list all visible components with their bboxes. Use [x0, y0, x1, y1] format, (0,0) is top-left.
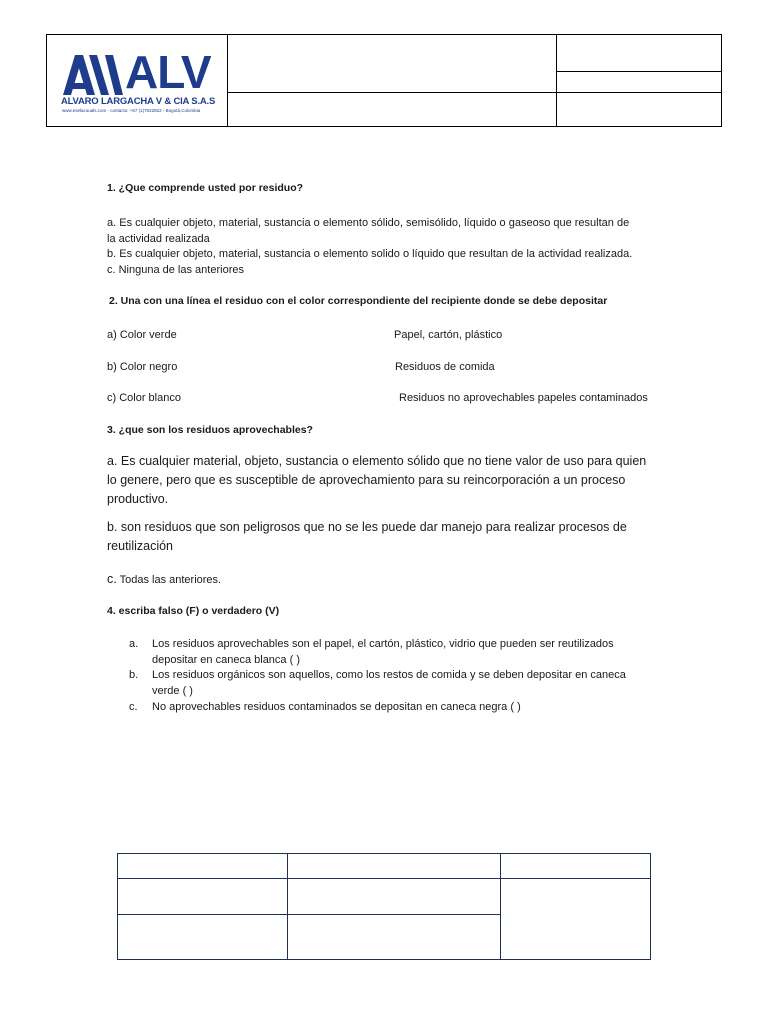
q3-option-c-letter: c. — [107, 572, 117, 586]
q2-left-b: b) Color negro — [107, 361, 178, 373]
q3-option-a-cont: lo genere, pero que es susceptible de aprovechamiento para su reincorporación a un proceso — [107, 473, 626, 487]
question-4: 4. escriba falso (F) o verdadero (V) — [107, 605, 280, 617]
header-divider — [227, 35, 228, 126]
q4-item-letter: b. — [129, 669, 139, 681]
q1-option-a-cont: la actividad realizada — [107, 233, 210, 245]
q1-option-a: a. Es cualquier objeto, material, sustancia o elemento sólido, semisólido, líquido o gaseoso que resultan de — [107, 217, 630, 229]
q1-option-c: c. Ninguna de las anteriores — [107, 264, 244, 276]
q2-left-a: a) Color verde — [107, 329, 177, 341]
header-divider — [556, 35, 557, 126]
footer-divider — [118, 878, 650, 879]
company-name: ALVARO LARGACHA V & CIA S.A.S — [61, 96, 216, 107]
header-divider — [556, 71, 721, 72]
q3-option-a-cont: productivo. — [107, 492, 169, 506]
q3-option-a: a. Es cualquier material, objeto, sustancia o elemento sólido que no tiene valor de uso para quien — [107, 454, 647, 468]
q3-option-b-cont: reutilización — [107, 539, 174, 553]
q4-item-b-cont: verde ( ) — [152, 685, 193, 697]
header-table — [46, 34, 722, 127]
q2-right-2: Residuos de comida — [395, 361, 495, 373]
q3-option-c — [107, 571, 221, 588]
header-divider — [227, 92, 721, 93]
footer-divider — [500, 854, 501, 959]
q4-item-b: Los residuos orgánicos son aquellos, como los restos de comida y se deben depositar en caneca — [152, 669, 626, 681]
q2-left-c: c) Color blanco — [107, 392, 181, 404]
q4-item-letter: c. — [129, 701, 138, 713]
question-1: 1. ¿Que comprende usted por residuo? — [107, 182, 304, 194]
q2-right-3: Residuos no aprovechables papeles contaminados — [399, 392, 648, 404]
q3-option-c-text: Todas las anteriores. — [116, 574, 222, 586]
logo-mark-icon — [61, 51, 125, 99]
logo-word: ALV — [125, 46, 211, 98]
q2-right-1: Papel, cartón, plástico — [394, 329, 503, 341]
q1-option-b: b. Es cualquier objeto, material, sustancia o elemento solido o líquido que resultan de la actividad realizada. — [107, 248, 633, 260]
footer-table — [117, 853, 651, 960]
q4-item-a: Los residuos aprovechables son el papel, el cartón, plástico, vidrio que pueden ser reutilizados — [152, 638, 614, 650]
question-2: 2. Una con una línea el residuo con el color correspondiente del recipiente donde se debe depositar — [109, 295, 608, 307]
footer-divider — [287, 854, 288, 959]
company-logo — [61, 47, 217, 117]
question-3: 3. ¿que son los residuos aprovechables? — [107, 424, 313, 436]
q4-item-letter: a. — [129, 638, 139, 650]
q4-item-c: No aprovechables residuos contaminados se depositan en caneca negra ( ) — [152, 701, 521, 713]
company-contact: www.eselacouals.com - contacto: +57 (1)7022822 - Bogotá,Colombia — [62, 108, 201, 113]
q4-item-a-cont: depositar en caneca blanca ( ) — [152, 654, 300, 666]
footer-divider — [118, 914, 500, 915]
q3-option-b: b. son residuos que son peligrosos que no se les puede dar manejo para realizar procesos de — [107, 520, 627, 534]
